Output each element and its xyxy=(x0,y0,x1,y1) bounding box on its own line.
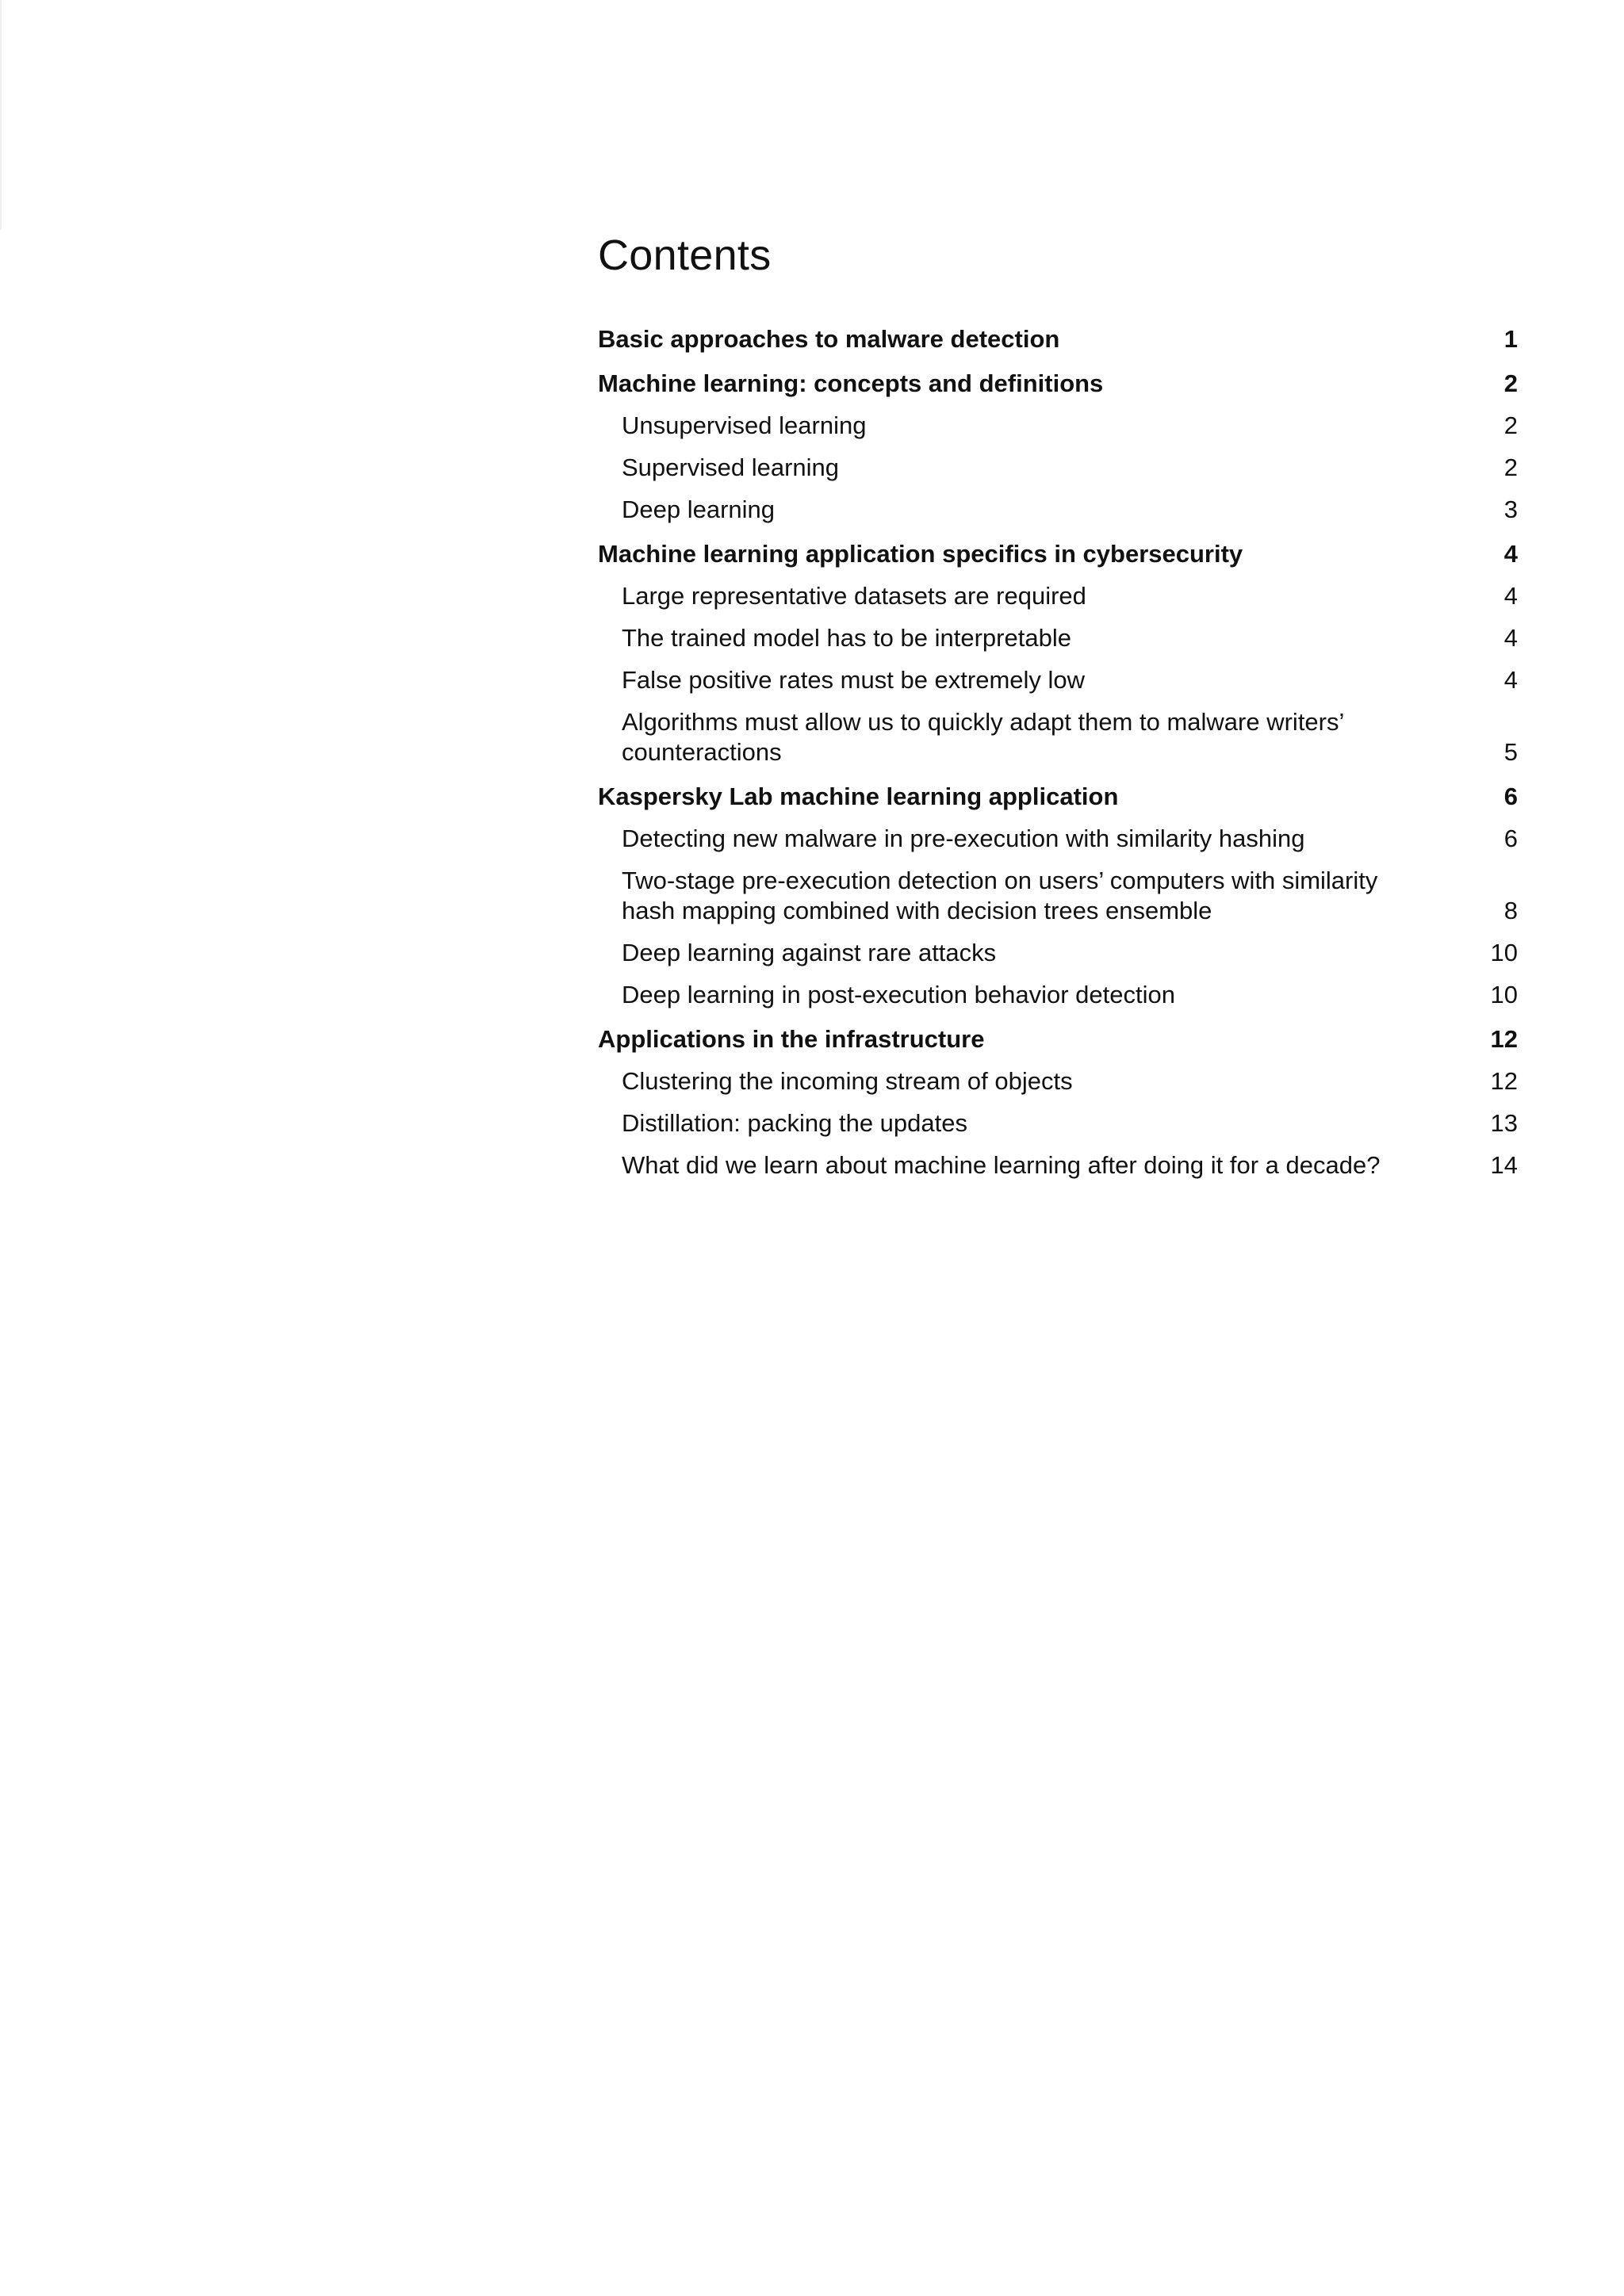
toc-heading-label: Machine learning application specifics in cybersecurity xyxy=(598,540,1243,568)
toc-item-label: Clustering the incoming stream of objects xyxy=(622,1067,1073,1095)
toc-item-unsupervised-learning[interactable] xyxy=(598,411,1518,441)
toc-heading-label: Kaspersky Lab machine learning application xyxy=(598,783,1119,810)
toc-item-distillation[interactable] xyxy=(598,1108,1518,1138)
toc-item-label: Two-stage pre-execution detection on users’ computers with similarity hash mapping combined with decision trees ensemble xyxy=(622,867,1378,924)
toc-item-label: The trained model has to be interpretable xyxy=(622,624,1071,652)
toc-heading-label: Basic approaches to malware detection xyxy=(598,325,1060,353)
toc-item-label: Deep learning xyxy=(622,496,776,523)
toc-page-number: 6 xyxy=(1503,825,1518,852)
toc-heading-ml-concepts[interactable] xyxy=(598,369,1518,399)
toc-item-label: Large representative datasets are required xyxy=(622,582,1086,610)
toc-item-post-execution[interactable] xyxy=(598,980,1518,1010)
toc-page-number: 6 xyxy=(1503,783,1518,810)
toc-page-number: 4 xyxy=(1503,666,1518,694)
toc-item-label: Unsupervised learning xyxy=(622,411,867,439)
toc-heading-kaspersky-application[interactable] xyxy=(598,782,1518,812)
toc-section-ml-concepts xyxy=(598,369,1518,525)
toc-page-number: 4 xyxy=(1503,624,1518,652)
toc-page-number: 2 xyxy=(1503,411,1518,439)
toc-item-label: Algorithms must allow us to quickly adapt them to malware writers’ counteractions xyxy=(622,708,1344,766)
toc-item-interpretable-model[interactable] xyxy=(598,623,1518,653)
toc-page-number: 2 xyxy=(1503,369,1518,397)
toc-heading-infrastructure[interactable] xyxy=(598,1024,1518,1054)
toc-item-label: Detecting new malware in pre-execution with similarity hashing xyxy=(622,825,1305,852)
toc-section-basic-approaches xyxy=(598,324,1518,354)
toc-page-number: 1 xyxy=(1503,325,1518,353)
toc-item-adapt-algorithms[interactable] xyxy=(598,707,1518,767)
toc-heading-label: Applications in the infrastructure xyxy=(598,1025,985,1053)
toc-page-number: 4 xyxy=(1503,540,1518,568)
toc-page-number: 10 xyxy=(1490,939,1518,966)
toc-item-label: Deep learning in post-execution behavior detection xyxy=(622,981,1175,1008)
toc-page-number: 4 xyxy=(1503,582,1518,610)
toc-item-lessons-learned[interactable] xyxy=(598,1150,1518,1181)
toc-page-number: 13 xyxy=(1490,1109,1518,1137)
toc-item-label: False positive rates must be extremely low xyxy=(622,666,1086,694)
toc-item-large-datasets[interactable] xyxy=(598,581,1518,611)
toc-item-similarity-hashing[interactable] xyxy=(598,824,1518,854)
toc-item-clustering[interactable] xyxy=(598,1066,1518,1096)
toc-item-rare-attacks[interactable] xyxy=(598,938,1518,968)
toc-heading-label: Machine learning: concepts and definitions xyxy=(598,369,1104,397)
toc-page-number: 5 xyxy=(1503,738,1518,766)
page-title: Contents xyxy=(598,232,772,279)
page-edge-line xyxy=(0,0,2,230)
toc-section-ml-cybersecurity xyxy=(598,539,1518,767)
toc-item-label: What did we learn about machine learning after doing it for a decade? xyxy=(622,1151,1381,1179)
toc-heading-basic-approaches[interactable] xyxy=(598,324,1518,354)
toc-page-number: 10 xyxy=(1490,981,1518,1008)
toc-item-label: Distillation: packing the updates xyxy=(622,1109,967,1137)
table-of-contents xyxy=(598,230,1518,1195)
toc-item-supervised-learning[interactable] xyxy=(598,453,1518,483)
toc-item-label: Deep learning against rare attacks xyxy=(622,939,997,966)
toc-page-number: 2 xyxy=(1503,453,1518,481)
toc-page-number: 14 xyxy=(1490,1151,1518,1179)
toc-page-number: 12 xyxy=(1490,1025,1518,1053)
toc-heading-ml-cybersecurity[interactable] xyxy=(598,539,1518,569)
toc-section-kaspersky-application xyxy=(598,782,1518,1010)
toc-item-two-stage-detection[interactable] xyxy=(598,866,1518,926)
toc-page-number: 12 xyxy=(1490,1067,1518,1095)
toc-page-number: 8 xyxy=(1503,897,1518,924)
toc-section-infrastructure xyxy=(598,1024,1518,1181)
toc-item-deep-learning[interactable] xyxy=(598,495,1518,525)
toc-item-label: Supervised learning xyxy=(622,453,840,481)
toc-page-number: 3 xyxy=(1503,496,1518,523)
toc-item-false-positive-rates[interactable] xyxy=(598,665,1518,695)
